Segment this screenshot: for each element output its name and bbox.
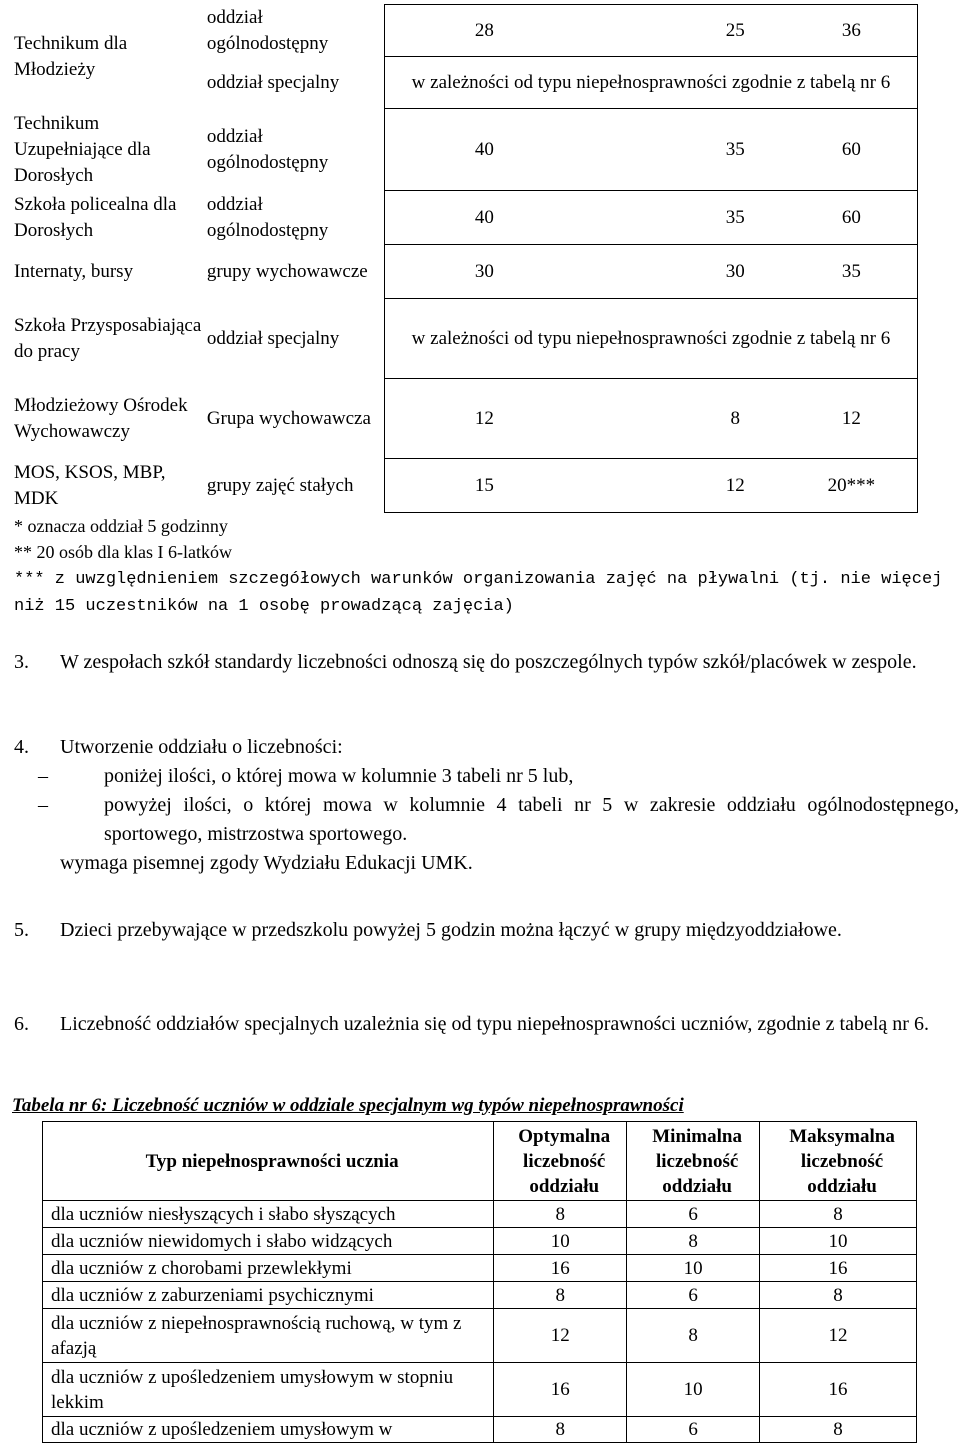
school-type-cell: Szkoła Przysposabiająca do pracy — [14, 314, 202, 362]
table-row — [10, 191, 918, 245]
paragraph-number: 6. — [14, 1013, 29, 1035]
value-cell-minimal: 35 — [685, 191, 786, 245]
table-6-caption: Tabela nr 6: Liczebność uczniów w oddziale specjalnym wg typów niepełnosprawności — [12, 1095, 684, 1116]
minimal-cell: 8 — [627, 1228, 760, 1255]
optimal-cell: 8 — [494, 1282, 627, 1309]
see-table-6-cell: w zależności od typu niepełnosprawności zgodnie z tabelą nr 6 — [384, 57, 917, 109]
column-header-optimal: Optymalna liczebność oddziału — [494, 1122, 627, 1201]
table-6-special-class-sizes — [42, 1121, 917, 1443]
table-row — [43, 1255, 917, 1282]
unit-kind-cell: oddział specjalny — [206, 327, 340, 349]
paragraph-6 — [14, 1010, 959, 1039]
maximal-cell: 8 — [760, 1201, 917, 1228]
table-row — [43, 1282, 917, 1309]
column-header-disability-type: Typ niepełnosprawności ucznia — [43, 1122, 494, 1201]
list-item — [14, 791, 959, 849]
optimal-cell: 8 — [494, 1417, 627, 1443]
value-cell-maximal: 20*** — [786, 459, 918, 513]
maximal-cell: 16 — [760, 1255, 917, 1282]
school-type-cell: Technikum Uzupełniające dla Dorosłych — [14, 112, 151, 186]
value-cell-minimal: 35 — [685, 109, 786, 191]
value-cell-optimal: 30 — [384, 245, 684, 299]
unit-kind-cell: grupy wychowawcze — [206, 260, 368, 282]
optimal-cell: 16 — [494, 1255, 627, 1282]
paragraph-text: W zespołach szkół standardy liczebności odnoszą się do poszczególnych typów szkół/placówek w zespole. — [60, 651, 917, 673]
school-type-cell: Szkoła policealna dla Dorosłych — [14, 193, 177, 241]
class-size-table-continued — [10, 4, 918, 513]
table-row — [43, 1201, 917, 1228]
disability-type-cell: dla uczniów niewidomych i słabo widzących — [43, 1228, 494, 1255]
dash-bullet: – — [38, 765, 48, 787]
maximal-cell: 8 — [760, 1282, 917, 1309]
unit-kind-cell: Grupa wychowawcza — [206, 407, 371, 429]
table-row — [10, 109, 918, 191]
table-row — [43, 1228, 917, 1255]
table-row — [10, 459, 918, 513]
list-item-text: powyżej ilości, o której mowa w kolumnie 4 tabeli nr 5 w zakresie oddziału ogólnodostępnego, sportowego, mistrzostwa sportowego. — [104, 794, 959, 845]
maximal-cell: 8 — [760, 1417, 917, 1443]
optimal-cell: 16 — [494, 1363, 627, 1417]
footnote-triple-star: *** z uwzględnieniem szczegółowych warunków organizowania zajęć na pływalni (tj. nie więcej niż 15 uczestników na 1 osobę prowadzącą zajęcia) — [14, 570, 943, 616]
school-type-cell: MOS, KSOS, MBP, MDK — [14, 461, 166, 509]
paragraph-5 — [14, 916, 959, 945]
disability-type-cell: dla uczniów z niepełnosprawnością ruchową, w tym z afazją — [43, 1309, 494, 1363]
minimal-cell: 8 — [627, 1309, 760, 1363]
optimal-cell: 12 — [494, 1309, 627, 1363]
unit-kind-cell: oddział specjalny — [206, 71, 340, 93]
school-type-cell: Technikum dla Młodzieży — [14, 32, 128, 80]
column-header-minimal: Minimalna liczebność oddziału — [627, 1122, 760, 1201]
maximal-cell: 16 — [760, 1363, 917, 1417]
minimal-cell: 10 — [627, 1363, 760, 1417]
school-type-cell: Internaty, bursy — [14, 260, 134, 282]
value-cell-maximal: 60 — [786, 109, 918, 191]
optimal-cell: 8 — [494, 1201, 627, 1228]
table-row — [43, 1309, 917, 1363]
value-cell-minimal: 8 — [685, 379, 786, 459]
maximal-cell: 12 — [760, 1309, 917, 1363]
see-table-6-cell: w zależności od typu niepełnosprawności zgodnie z tabelą nr 6 — [384, 299, 917, 379]
value-cell-optimal: 28 — [384, 5, 684, 57]
maximal-cell: 10 — [760, 1228, 917, 1255]
value-cell-minimal: 25 — [685, 5, 786, 57]
value-cell-maximal: 12 — [786, 379, 918, 459]
paragraph-text: Dzieci przebywające w przedszkolu powyżej 5 godzin można łączyć w grupy międzyoddziałowe. — [60, 919, 842, 941]
value-cell-minimal: 12 — [685, 459, 786, 513]
paragraph-number: 5. — [14, 919, 29, 941]
paragraph-3 — [14, 648, 959, 677]
value-cell-maximal: 35 — [786, 245, 918, 299]
disability-type-cell: dla uczniów z zaburzeniami psychicznymi — [43, 1282, 494, 1309]
unit-kind-cell: oddział ogólnodostępny — [206, 125, 329, 173]
disability-type-cell: dla uczniów z upośledzeniem umysłowym w stopniu lekkim — [43, 1363, 494, 1417]
value-cell-maximal: 60 — [786, 191, 918, 245]
optimal-cell: 10 — [494, 1228, 627, 1255]
disability-type-cell: dla uczniów z upośledzeniem umysłowym w — [43, 1417, 494, 1443]
table-row — [10, 299, 918, 379]
disability-type-cell: dla uczniów z chorobami przewlekłymi — [43, 1255, 494, 1282]
school-type-cell: Młodzieżowy Ośrodek Wychowawczy — [14, 394, 188, 442]
value-cell-optimal: 15 — [384, 459, 684, 513]
list-item — [14, 762, 959, 791]
list-item-text: poniżej ilości, o której mowa w kolumnie 3 tabeli nr 5 lub, — [104, 765, 574, 787]
footnote-double-star: ** 20 osób dla klas I 6-latków — [14, 542, 232, 562]
minimal-cell: 6 — [627, 1417, 760, 1443]
footnote-single-star: * oznacza oddział 5 godzinny — [14, 516, 228, 536]
unit-kind-cell: oddział ogólnodostępny — [206, 193, 329, 241]
table-row — [10, 379, 918, 459]
value-cell-optimal: 40 — [384, 109, 684, 191]
disability-type-cell: dla uczniów niesłyszących i słabo słyszących — [43, 1201, 494, 1228]
minimal-cell: 6 — [627, 1201, 760, 1228]
value-cell-minimal: 30 — [685, 245, 786, 299]
paragraph-text: Utworzenie oddziału o liczebności: — [60, 736, 343, 758]
value-cell-optimal: 40 — [384, 191, 684, 245]
table-row — [43, 1363, 917, 1417]
unit-kind-cell: grupy zajęć stałych — [206, 474, 354, 496]
paragraph-number: 4. — [14, 736, 29, 758]
table-row — [10, 5, 918, 57]
paragraph-number: 3. — [14, 651, 29, 673]
table-header-row — [43, 1122, 917, 1201]
paragraph-4 — [14, 733, 959, 878]
paragraph-text: wymaga pisemnej zgody Wydziału Edukacji UMK. — [60, 852, 473, 874]
table-row — [43, 1417, 917, 1443]
table-row — [10, 245, 918, 299]
dash-bullet: – — [38, 794, 48, 816]
paragraph-text: Liczebność oddziałów specjalnych uzależnia się od typu niepełnosprawności uczniów, zgodnie z tabelą nr 6. — [60, 1013, 929, 1035]
minimal-cell: 6 — [627, 1282, 760, 1309]
value-cell-optimal: 12 — [384, 379, 684, 459]
column-header-maximal: Maksymalna liczebność oddziału — [760, 1122, 917, 1201]
minimal-cell: 10 — [627, 1255, 760, 1282]
unit-kind-cell: oddział ogólnodostępny — [206, 6, 329, 54]
value-cell-maximal: 36 — [786, 5, 918, 57]
